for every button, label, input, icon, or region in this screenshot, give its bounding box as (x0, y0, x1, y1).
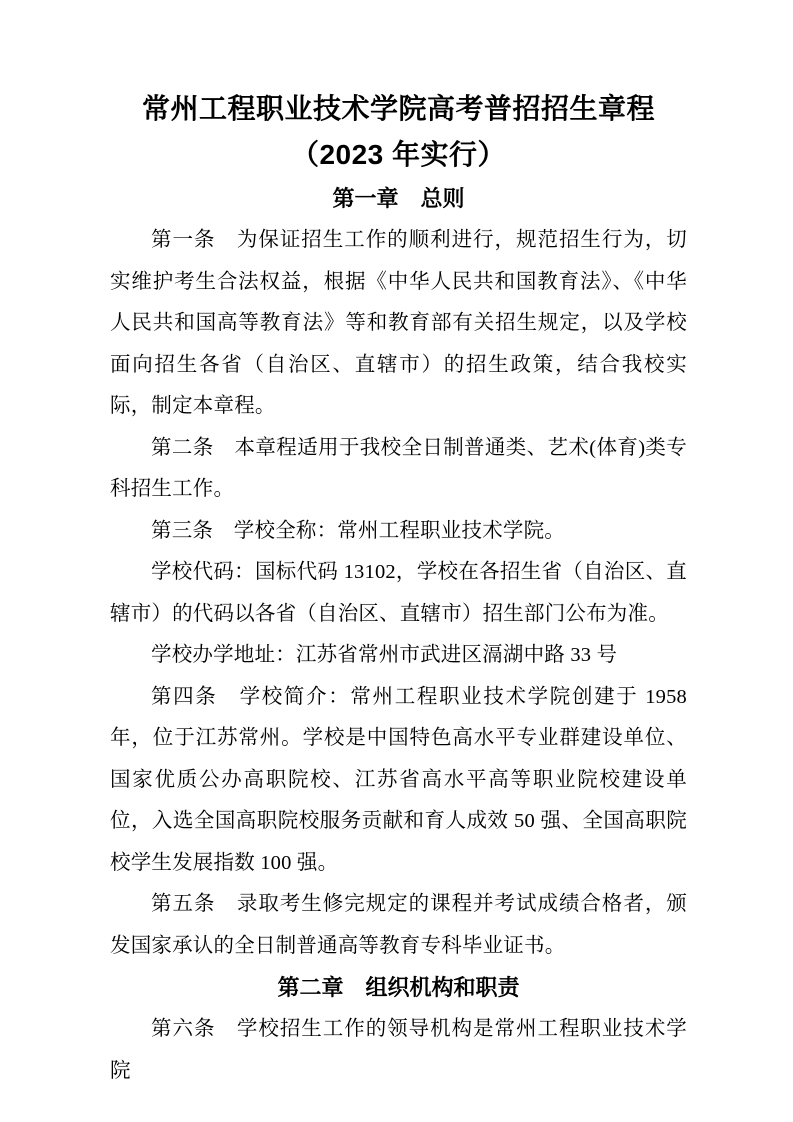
document-content (110, 86, 687, 1092)
article-3-paragraph: 第三条 学校全称：常州工程职业技术学院。 (151, 519, 565, 542)
article-6-paragraph: 第六条 学校招生工作的领导机构是常州工程职业技术学院 (110, 1018, 687, 1082)
article-2-paragraph: 第二条 本章程适用于我校全日制普通类、艺术(体育)类专科招生工作。 (110, 436, 687, 500)
chapter-1-heading: 第一章 总则 (332, 186, 465, 211)
chapter-2-heading: 第二章 组织机构和职责 (277, 975, 520, 1000)
document-title-line2: （2023 年实行） (290, 139, 507, 170)
article-1-paragraph: 第一条 为保证招生工作的顺利进行，规范招生行为，切实维护考生合法权益，根据《中华人民共和国教育法》、《中华人民共和国高等教育法》等和教育部有关招生规定，以及学校面向招生各省（自治区、直辖市）的招生政策，结合我校实际，制定本章程。 (110, 229, 687, 417)
chapter-1-body (110, 220, 687, 967)
article-4-paragraph: 第四条 学校简介：常州工程职业技术学院创建于 1958 年，位于江苏常州。学校是中国特色高水平专业群建设单位、国家优质公办高职院校、江苏省高水平高等职业院校建设单位，入选全国高职院校服务贡献和育人成效 50 强、全国高职院校学生发展指数 100 强。 (110, 685, 687, 874)
chapter-2-body (110, 1009, 687, 1092)
article-5-paragraph: 第五条 录取考生修完规定的课程并考试成绩合格者，颁发国家承认的全日制普通高等教育专科毕业证书。 (110, 893, 687, 957)
school-address-paragraph: 学校办学地址：江苏省常州市武进区滆湖中路 33 号 (151, 644, 618, 666)
document-title-line1: 常州工程职业技术学院高考普招招生章程 (141, 93, 655, 124)
school-code-paragraph: 学校代码：国标代码 13102，学校在各招生省（自治区、直辖市）的代码以各省（自治区、直辖市）招生部门公布为准。 (110, 561, 687, 625)
document-title (110, 86, 687, 178)
